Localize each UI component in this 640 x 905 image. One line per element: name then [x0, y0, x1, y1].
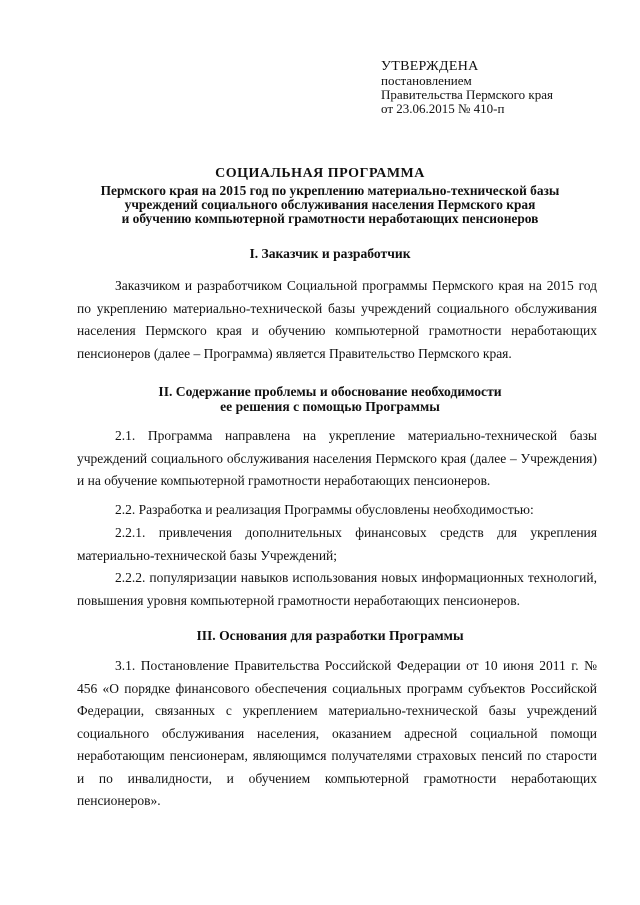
paragraph-2-1: [77, 425, 597, 493]
section-1-paragraph: [77, 275, 597, 365]
subtitle-line: учреждений социального обслуживания населения Пермского края: [124, 197, 536, 212]
approval-line: Правительства Пермского края: [381, 87, 553, 102]
paragraph-2-2: [77, 499, 597, 522]
approval-date: от 23.06.2015 № 410-п: [381, 101, 505, 116]
paragraph-2-2-1: [77, 522, 597, 567]
section-3-heading: III. Основания для разработки Программы: [196, 628, 464, 643]
paragraph-3-1: [77, 655, 597, 813]
document-subtitle: [60, 184, 600, 226]
paragraph-text: 2.2. Разработка и реализация Программы обусловлены необходимостью:: [115, 502, 534, 517]
approval-stamp: [381, 60, 553, 116]
paragraph-text: Заказчиком и разработчиком Социальной программы Пермского края на 2015 год по укреплению материально-технической базы учреждений социального обслуживания населения Пермского края и обучению компьютерной грамотности неработающих пенсионеров (далее – Программа) является Правительство Пермского края.: [77, 278, 597, 361]
subtitle-line: Пермского края на 2015 год по укреплению материально-технической базы: [100, 183, 560, 198]
approval-line: постановлением: [381, 73, 472, 88]
section-1-heading: I. Заказчик и разработчик: [249, 246, 411, 261]
heading-line: ее решения с помощью Программы: [220, 399, 440, 414]
document-title: СОЦИАЛЬНАЯ ПРОГРАММА: [215, 166, 425, 181]
paragraph-text: 3.1. Постановление Правительства Российской Федерации от 10 июня 2011 г. № 456 «О порядке финансового обеспечения социальных программ субъектов Российской Федерации, связанных с укреплением материально-технической базы учреждений социального обслуживания населения, оказанием адресной социальной помощи неработающим пенсионерам, являющимся получателями страховых пенсий по старости и по инвалидности, и обучением компьютерной грамотности неработающих пенсионеров».: [77, 658, 597, 808]
paragraph-text: 2.1. Программа направлена на укрепление материально-технической базы учреждений социального обслуживания населения Пермского края (далее – Учреждения) и на обучение компьютерной грамотности неработающих пенсионеров.: [77, 428, 597, 488]
heading-line: II. Содержание проблемы и обоснование необходимости: [158, 384, 502, 399]
section-2-heading: [60, 384, 600, 414]
paragraph-text: 2.2.1. привлечения дополнительных финансовых средств для укрепления материально-технической базы Учреждений;: [77, 525, 597, 563]
subtitle-line: и обучению компьютерной грамотности неработающих пенсионеров: [121, 211, 539, 226]
paragraph-text: 2.2.2. популяризации навыков использования новых информационных технологий, повышения уровня компьютерной грамотности неработающих пенсионеров.: [77, 570, 597, 608]
approval-heading: УТВЕРЖДЕНА: [381, 59, 479, 74]
paragraph-2-2-2: [77, 567, 597, 612]
